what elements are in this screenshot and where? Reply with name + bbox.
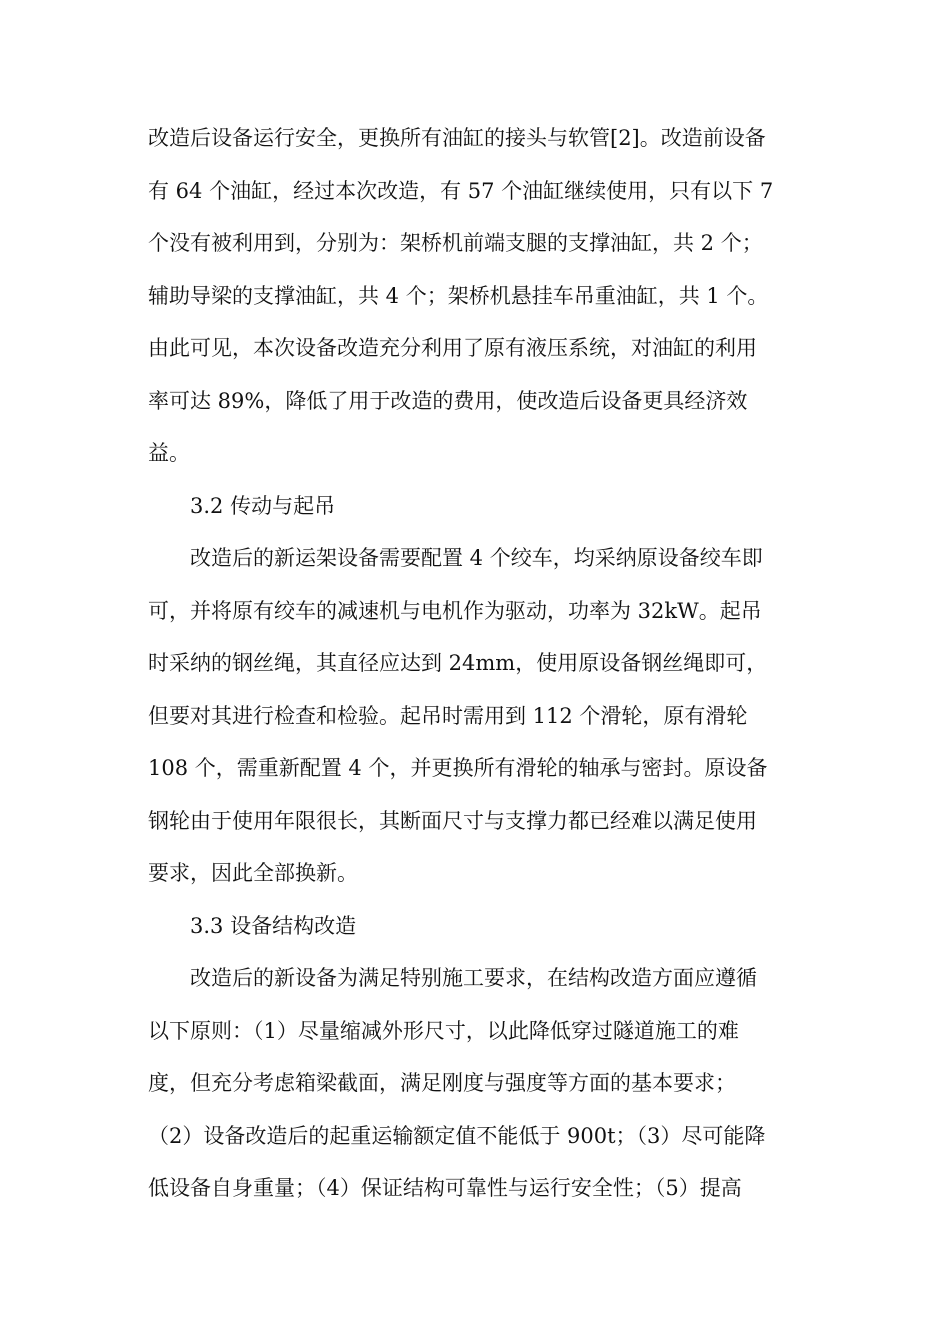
text-line: 由此可见，本次设备改造充分利用了原有液压系统，对油缸的利用 bbox=[148, 336, 757, 360]
text-line: （2）设备改造后的起重运输额定值不能低于 900t；（3）尽可能降 bbox=[148, 1123, 766, 1148]
text-line: 低设备自身重量；（4）保证结构可靠性与运行安全性；（5）提高 bbox=[148, 1176, 742, 1200]
section-heading-3-3: 3.3 设备结构改造 bbox=[190, 913, 357, 938]
text-line: 度，但充分考虑箱梁截面，满足刚度与强度等方面的基本要求； bbox=[148, 1071, 736, 1095]
text-line: 但要对其进行检查和检验。起吊时需用到 112 个滑轮，原有滑轮 bbox=[148, 703, 748, 728]
section-heading-3-2: 3.2 传动与起吊 bbox=[190, 493, 336, 518]
text-line: 有 64 个油缸，经过本次改造，有 57 个油缸继续使用，只有以下 7 bbox=[148, 178, 774, 203]
text-line: 可，并将原有绞车的减速机与电机作为驱动，功率为 32kW。起吊 bbox=[148, 598, 762, 623]
text-line: 益。 bbox=[148, 441, 190, 465]
text-line: 改造后设备运行安全，更换所有油缸的接头与软管[2]。改造前设备 bbox=[148, 126, 766, 150]
text-line: 108 个，需重新配置 4 个，并更换所有滑轮的轴承与密封。原设备 bbox=[148, 756, 768, 780]
text-line: 以下原则：（1）尽量缩减外形尺寸，以此降低穿过隧道施工的难 bbox=[148, 1018, 739, 1043]
text-line: 要求，因此全部换新。 bbox=[148, 861, 358, 885]
text-line: 率可达 89%，降低了用于改造的费用，使改造后设备更具经济效 bbox=[148, 388, 748, 413]
text-line: 时采纳的钢丝绳，其直径应达到 24mm，使用原设备钢丝绳即可， bbox=[148, 651, 768, 675]
text-line: 个没有被利用到，分别为：架桥机前端支腿的支撑油缸，共 2 个； bbox=[148, 231, 763, 255]
document-body bbox=[148, 112, 803, 1215]
text-line: 改造后的新运架设备需要配置 4 个绞车，均采纳原设备绞车即 bbox=[190, 546, 763, 570]
text-line: 钢轮由于使用年限很长，其断面尺寸与支撑力都已经难以满足使用 bbox=[148, 808, 757, 833]
text-line: 辅助导梁的支撑油缸，共 4 个；架桥机悬挂车吊重油缸，共 1 个。 bbox=[148, 283, 769, 308]
text-line: 改造后的新设备为满足特别施工要求，在结构改造方面应遵循 bbox=[190, 966, 757, 990]
